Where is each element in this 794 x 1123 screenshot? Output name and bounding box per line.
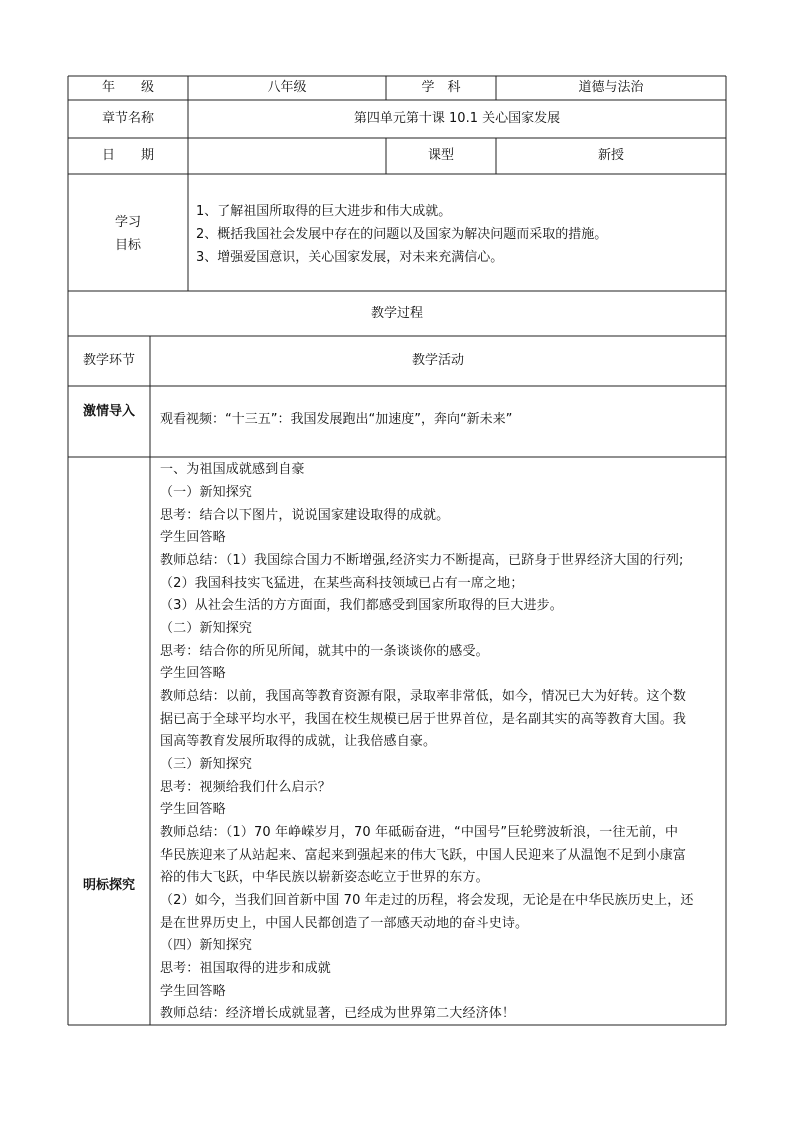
explore-line: 教师总结：（1）我国综合国力不断增强,经济实力不断提高，已跻身于世界经济大国的行列;	[160, 553, 684, 568]
col-stage-header: 教学环节	[82, 353, 135, 368]
grade-value: 八年级	[267, 80, 307, 95]
chapter-value: 第四单元第十课 10.1 关心国家发展	[353, 111, 561, 126]
explore-line: （二）新知探究	[160, 621, 253, 636]
explore-line: 裕的伟大飞跃，中华民族以崭新姿态屹立于世界的东方。	[160, 870, 489, 885]
subject-label: 学 科	[421, 80, 461, 95]
explore-line: （一）新知探究	[160, 485, 253, 500]
explore-line: 思考：结合你的所见所闻，就其中的一条谈谈你的感受。	[160, 644, 489, 659]
explore-line: 国高等教育发展所取得的成就，让我倍感自豪。	[160, 734, 437, 749]
process-title: 教学过程	[370, 306, 423, 321]
explore-line: 思考：结合以下图片，说说国家建设取得的成就。	[160, 508, 450, 523]
goals-label-line1: 学习	[114, 215, 141, 230]
explore-line: 教师总结：（1）70 年峥嵘岁月，70 年砥砺奋进，“中国号”巨轮劈波斩浪，一往无前，中	[160, 825, 679, 840]
goal-item: 3、增强爱国意识，关心国家发展，对未来充满信心。	[196, 250, 504, 265]
explore-line: 教师总结：经济增长成就显著，已经成为世界第二大经济体！	[160, 1006, 516, 1021]
goal-item: 2、概括我国社会发展中存在的问题以及国家为解决问题而采取的措施。	[196, 227, 608, 242]
subject-value: 道德与法治	[578, 80, 644, 95]
explore-stage: 明标探究	[82, 878, 135, 893]
explore-line: 教师总结：以前，我国高等教育资源有限，录取率非常低，如今，情况已大为好转。这个数	[160, 689, 687, 704]
explore-line: 华民族迎来了从站起来、富起来到强起来的伟大飞跃，中国人民迎来了从温饱不足到小康富	[160, 848, 687, 863]
grade-label: 年 级	[101, 80, 154, 95]
explore-line: 学生回答略	[160, 984, 226, 999]
intro-stage: 激情导入	[82, 404, 135, 419]
explore-line: 学生回答略	[160, 530, 226, 545]
date-label: 日 期	[101, 148, 154, 163]
explore-line: 学生回答略	[160, 666, 226, 681]
explore-line: 一、为祖国成就感到自豪	[160, 462, 305, 477]
explore-line: 思考：视频给我们什么启示？	[160, 780, 331, 795]
explore-line: 据已高于全球平均水平，我国在校生规模已居于世界首位，是名副其实的高等教育大国。我	[160, 712, 687, 727]
intro-text: 观看视频：“十三五”：我国发展跑出“加速度”，奔向“新未来”	[160, 412, 513, 427]
explore-line: （三）新知探究	[160, 757, 253, 772]
goals-label-line2: 目标	[114, 238, 141, 253]
type-label: 课型	[427, 148, 454, 163]
col-activity-header: 教学活动	[411, 353, 464, 368]
type-value: 新授	[597, 148, 624, 163]
explore-line: 学生回答略	[160, 802, 226, 817]
explore-line: （3）从社会生活的方方面面，我们都感受到国家所取得的巨大进步。	[160, 598, 563, 613]
explore-line: （四）新知探究	[160, 938, 253, 953]
explore-line: 思考：祖国取得的进步和成就	[160, 961, 331, 976]
explore-line: （2）我国科技实飞猛进，在某些高科技领域已占有一席之地；	[160, 576, 524, 591]
goal-item: 1、了解祖国所取得的巨大进步和伟大成就。	[196, 204, 452, 219]
explore-line: （2）如今，当我们回首新中国 70 年走过的历程，将会发现，无论是在中华民族历史上，还	[160, 893, 694, 908]
chapter-label: 章节名称	[101, 111, 154, 126]
explore-line: 是在世界历史上，中国人民都创造了一部感天动地的奋斗史诗。	[160, 916, 529, 931]
